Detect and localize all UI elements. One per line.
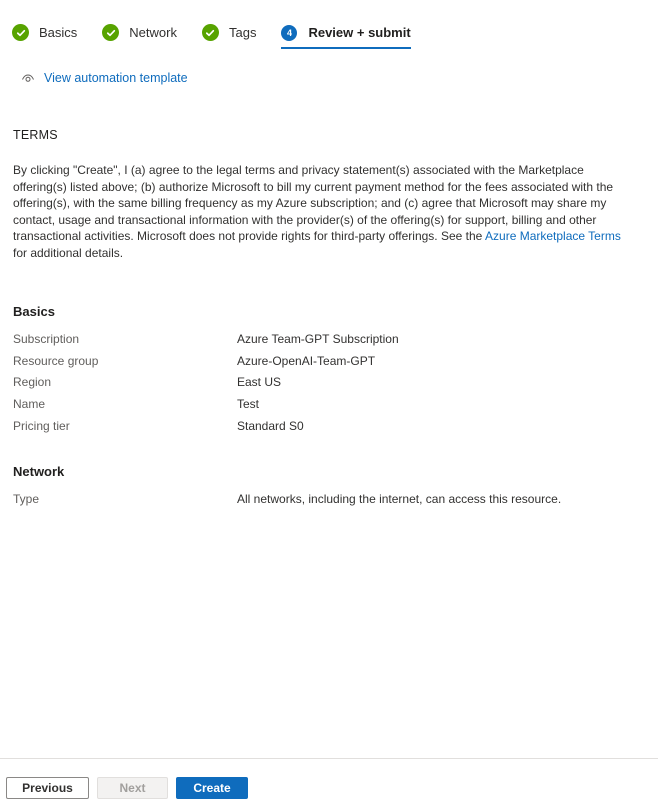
create-button[interactable]: Create	[176, 777, 248, 799]
terms-text-part: By clicking "Create", I (a) agree to the legal terms and privacy statement(s) associated with the Marketplace offering(s) listed above; (b) authorize Microsoft to bill my current payment method for the fees associated with the offering(s), with the same billing frequency as my Azure subscription; and (c) agree that Microsoft may share my contact, usage and transactional information with the provider(s) of the offering(s) for support, billing and other transactional activities. Microsoft does not provide rights for third-party offerings. See the	[13, 163, 614, 244]
row-key: Subscription	[13, 332, 80, 346]
basics-section-title: Basics	[13, 304, 55, 319]
row-value: Azure Team-GPT Subscription	[237, 332, 399, 346]
terms-text	[13, 162, 638, 262]
step-review-submit[interactable]	[281, 20, 410, 45]
summary-row-name	[13, 397, 643, 413]
summary-row-type	[13, 492, 643, 508]
step-tags[interactable]	[202, 20, 256, 45]
row-key: Region	[13, 375, 52, 389]
network-section-title: Network	[13, 464, 65, 479]
summary-row-subscription	[13, 332, 643, 348]
check-circle-icon	[202, 24, 219, 41]
next-button: Next	[97, 777, 168, 799]
step-label: Basics	[39, 25, 78, 40]
row-key: Name	[13, 397, 46, 411]
wizard-steps	[12, 20, 436, 50]
check-circle-icon	[12, 24, 29, 41]
row-value: Test	[237, 397, 260, 411]
row-key: Pricing tier	[13, 419, 70, 433]
summary-row-resource-group	[13, 354, 643, 370]
row-value: All networks, including the internet, can access this resource.	[237, 492, 562, 506]
row-value: Standard S0	[237, 419, 304, 433]
step-number-badge: 4	[281, 25, 297, 41]
previous-button[interactable]: Previous	[6, 777, 89, 799]
summary-row-region	[13, 375, 643, 391]
check-circle-icon	[102, 24, 119, 41]
automation-link-label: View automation template	[44, 71, 188, 85]
row-value: East US	[237, 375, 282, 389]
wizard-footer	[0, 758, 658, 810]
view-automation-template-link[interactable]	[21, 71, 188, 85]
eye-icon	[21, 71, 35, 85]
step-network[interactable]	[102, 20, 177, 45]
azure-marketplace-terms-link[interactable]: Azure Marketplace Terms	[485, 229, 621, 244]
row-value: Azure-OpenAI-Team-GPT	[237, 354, 376, 368]
step-basics[interactable]	[12, 20, 77, 45]
row-key: Resource group	[13, 354, 99, 368]
terms-heading: TERMS	[13, 128, 58, 142]
step-label: Tags	[228, 25, 257, 40]
row-key: Type	[13, 492, 40, 506]
step-label: Review + submit	[308, 25, 411, 40]
terms-text-part: for additional details.	[13, 245, 124, 260]
step-label: Network	[129, 25, 177, 40]
summary-row-pricing-tier	[13, 419, 643, 435]
